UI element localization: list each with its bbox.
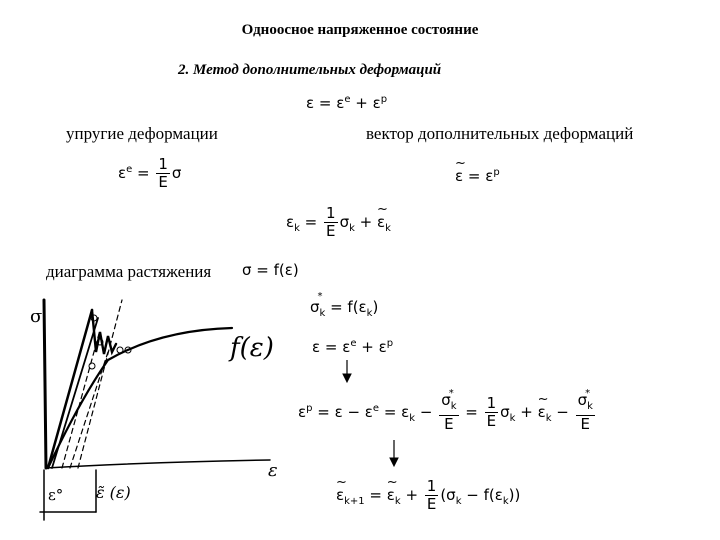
eps-zero-label: ε° <box>48 486 64 504</box>
formula-plastic: $\varepsilon^p = \varepsilon - \varepsilon^e = \varepsilon_k$ − $\frac{\sigma *_k}{E}$ = $\frac{1}{E}$ $\sigma_k$ + ~ $\varepsilon_k$ − $\frac{\sigma *_k}{E}$ <box>298 392 597 433</box>
eps-tilde-label: ε̃ (ε) <box>96 483 131 502</box>
down-arrow-1 <box>343 360 351 382</box>
label-elastic-strains: упругие деформации <box>66 124 218 143</box>
eps-axis-label: ε <box>268 460 278 481</box>
formula-elastic: $\varepsilon^e$ = $\frac{1}{E}$ σ <box>118 155 182 191</box>
f-eps-label: f(ε) <box>230 333 274 363</box>
formula-sigma-star: σ $*_k = f(\varepsilon_k)$ <box>310 298 378 319</box>
formula-total-strain: $\varepsilon = \varepsilon^e + \varepsilon^p$ <box>306 94 388 112</box>
formula-total-strain-2: $\varepsilon = \varepsilon^e + \varepsilon^p$ <box>312 338 394 356</box>
sigma-axis-label: σ <box>30 306 43 327</box>
page-title: Одноосное напряженное состояние <box>241 22 479 38</box>
down-arrow-2 <box>390 440 398 466</box>
formula-additional: ~ $\varepsilon = \varepsilon^p$ <box>455 167 500 185</box>
label-tension-diagram: диаграмма растяжения <box>46 262 212 281</box>
section-subtitle: 2. Метод дополнительных деформаций <box>178 62 442 78</box>
sketch-labels <box>30 306 278 504</box>
label-additional-strain-vector: вектор дополнительных деформаций <box>366 124 634 143</box>
formula-eps-k: $\varepsilon_k$ = $\frac{1}{E}$ $\sigma_k$ + ~ $\varepsilon_k$ <box>286 205 391 240</box>
formula-sigma-f: σ = f(ε) <box>242 261 299 279</box>
formula-iteration: ~ $\varepsilon_{k+1}$ = ~ $\varepsilon_k$ + $\frac{1}{E}$ $(\sigma_k - f(\varepsilon_k))$ <box>336 478 520 513</box>
